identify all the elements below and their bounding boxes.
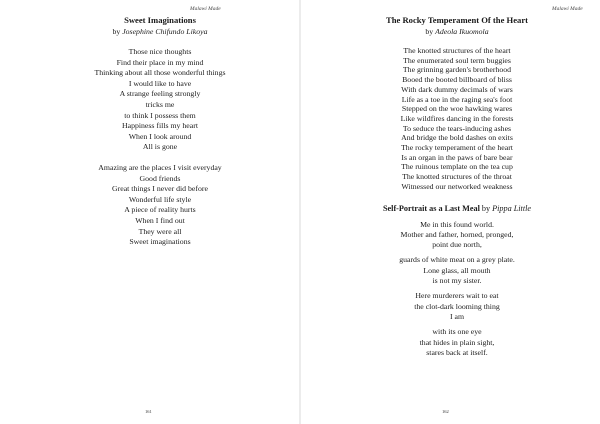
- poem-author: Pippa Little: [492, 203, 532, 213]
- poem-line: All is gone: [142, 142, 178, 152]
- poem-line: Good friends: [139, 173, 181, 183]
- poem-line: guards of white meat on a grey plate.: [399, 255, 515, 265]
- running-header: Malawi Made: [552, 6, 583, 12]
- poem-body: [322, 46, 592, 192]
- poem-line: Those nice thoughts: [128, 47, 192, 56]
- poem-line: Happiness fills my heart: [121, 121, 198, 131]
- poem-line: Lone glass, all mouth: [423, 265, 491, 275]
- poem-line: Me in this found world.: [420, 219, 494, 229]
- poem-rocky-temperament: [322, 14, 592, 358]
- poem-line: The enumerated soul term buggies: [403, 55, 511, 65]
- poem-body: [322, 220, 592, 359]
- poem-line: to think I possess them: [124, 110, 196, 120]
- page-number: 161: [145, 409, 152, 414]
- poem-author: Adeola Ikuomola: [435, 27, 489, 36]
- stanza: [20, 47, 300, 153]
- running-header: Malawi Made: [190, 6, 221, 12]
- stanza: [322, 255, 592, 286]
- poem-title: The Rocky Temperament Of the Heart: [385, 15, 528, 25]
- poem-line: I would like to have: [128, 78, 192, 88]
- poem-line: with its one eye: [432, 327, 482, 337]
- poem-line: stares back at itself.: [426, 347, 488, 357]
- by-word: by: [425, 27, 434, 36]
- poem-author: Josephine Chifundo Likoya: [122, 27, 208, 36]
- page-number: 162: [442, 409, 449, 414]
- poem-line: A strange feeling strongly: [119, 89, 201, 99]
- poem-line: the clot-dark looming thing: [414, 301, 500, 311]
- poem-line: is not my sister.: [432, 276, 482, 286]
- poem-line: And bridge the bold dashes on exits: [401, 133, 513, 143]
- poem-line: Life as a toe in the raging sea's foot: [401, 94, 513, 104]
- stanza: [322, 220, 592, 251]
- poem-line: With dark dummy decimals of wars: [401, 84, 513, 94]
- poem-title-line: [322, 203, 592, 215]
- poem-line: The knotted structures of the heart: [403, 46, 511, 55]
- poem-line: Here murderers wait to eat: [415, 291, 499, 301]
- poem-line: When I look around: [128, 131, 192, 141]
- poem-sweet-imaginations: [20, 14, 300, 248]
- poem-line: Amazing are the places I visit everyday: [98, 162, 222, 172]
- poem-line: The knotted structures of the throat: [402, 172, 512, 182]
- poem-line: They were all: [138, 226, 182, 236]
- by-word: by: [481, 203, 491, 213]
- stanza: [20, 163, 300, 248]
- poem-line: The grinning garden's brotherhood: [402, 65, 512, 75]
- poem-line: tricks me: [145, 99, 175, 109]
- poem-line: Thinking about all those wonderful things: [94, 68, 226, 78]
- poem-title: Self-Portrait as a Last Meal: [382, 203, 480, 213]
- poem-line: Witnessed our networked weakness: [401, 181, 513, 191]
- stanza: [322, 46, 592, 192]
- poem-self-portrait: [322, 203, 592, 359]
- poem-line: Booed the booted billboard of bliss: [402, 75, 512, 85]
- poem-title: Sweet Imaginations: [124, 15, 196, 25]
- poem-line: The ruinous template on the tea cup: [401, 162, 513, 172]
- poem-line: Is an organ in the paws of bare bear: [401, 152, 513, 162]
- poem-line: point due north,: [432, 240, 482, 250]
- poem-line: Like wildfires dancing in the forests: [400, 113, 514, 123]
- poem-line: Mother and father, horned, pronged,: [400, 229, 514, 239]
- by-word: by: [112, 27, 121, 36]
- poem-body: [20, 47, 300, 248]
- poem-line: The rocky temperament of the heart: [401, 143, 513, 153]
- poem-line: When I find out: [135, 215, 185, 225]
- poem-line: To seduce the tears-inducing ashes: [402, 123, 512, 133]
- stanza: [322, 291, 592, 322]
- poem-line: Find their place in my mind: [116, 57, 204, 67]
- poem-line: that hides in plain sight,: [419, 337, 495, 347]
- poem-line: I am: [449, 311, 465, 321]
- poem-byline: [322, 26, 592, 37]
- poem-byline: [20, 26, 300, 37]
- poem-line: Wonderful life style: [128, 194, 192, 204]
- poem-line: Sweet imaginations: [129, 237, 191, 247]
- right-page: [300, 0, 600, 424]
- poem-line: Great things I never did before: [112, 184, 208, 194]
- stanza: [322, 327, 592, 358]
- poem-line: A piece of reality hurts: [124, 205, 196, 215]
- poem-line: Stepped on the woe hawking wares: [401, 104, 513, 114]
